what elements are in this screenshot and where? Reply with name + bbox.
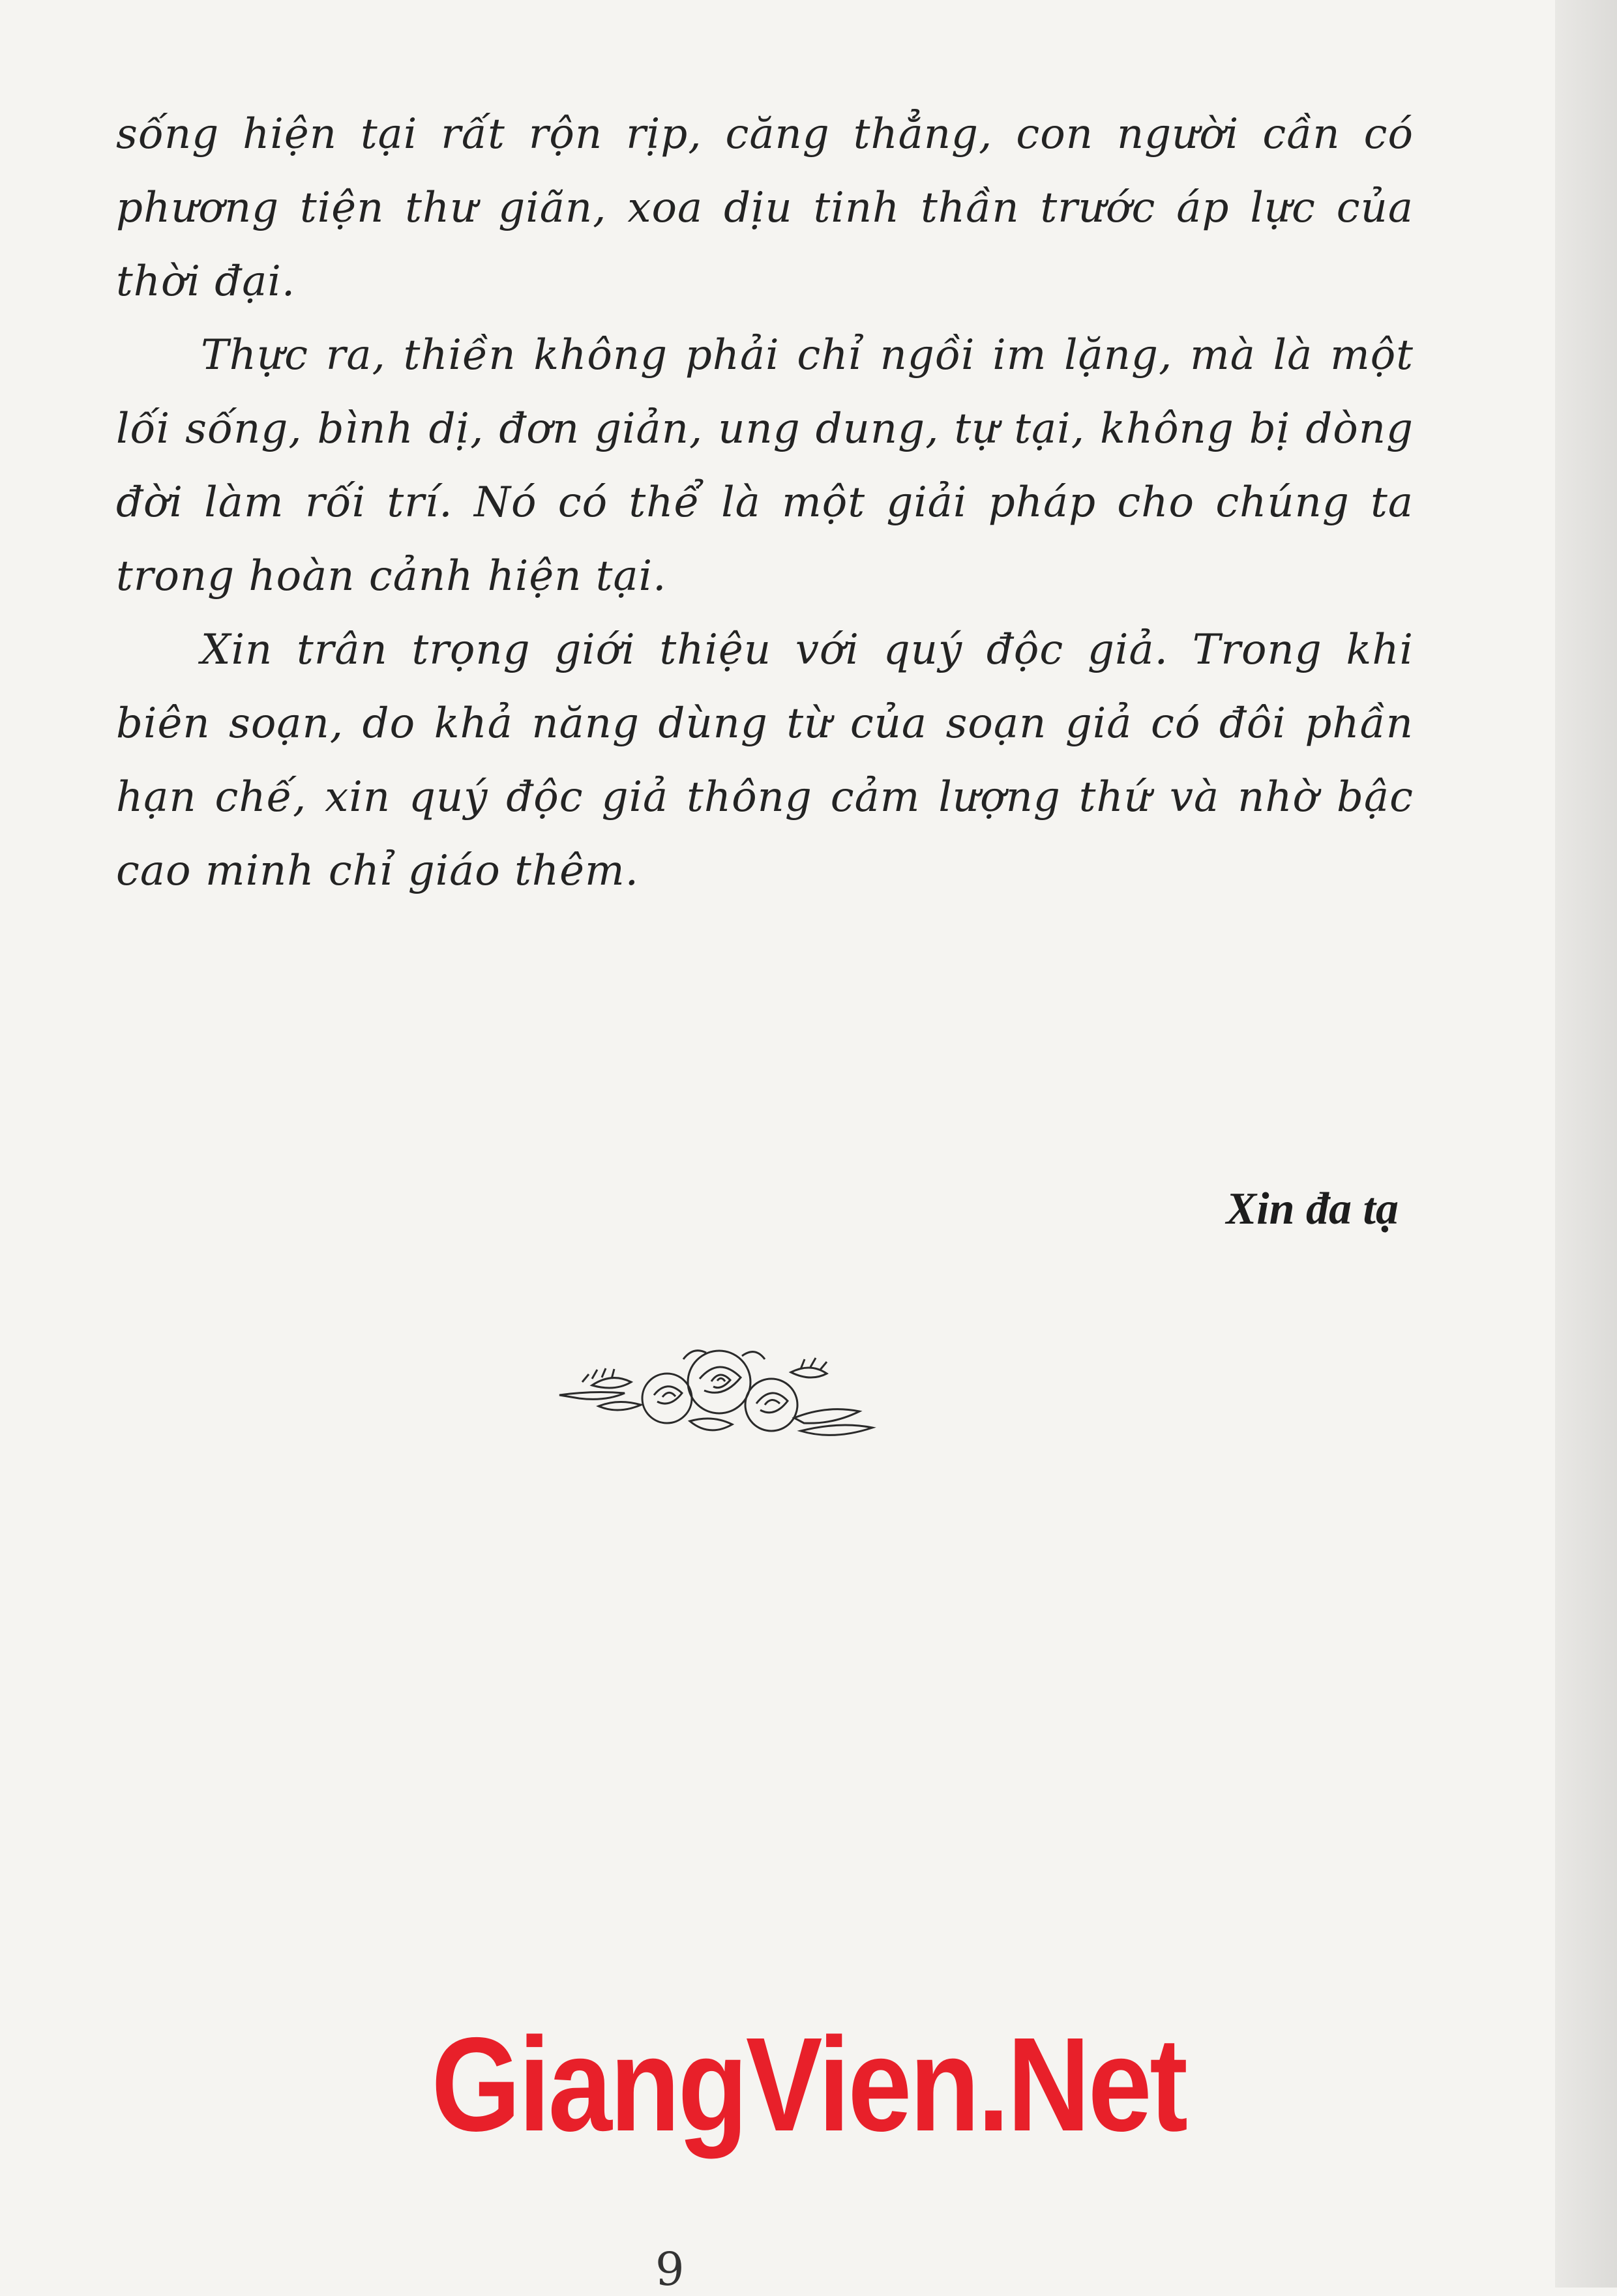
page-number: 9 — [655, 2243, 685, 2296]
paragraph-continuation: sống hiện tại rất rộn rịp, căng thẳng, con người cần có phương tiện thư giãn, xoa dịu tinh thần trước áp lực của thời đại. — [116, 110, 1414, 306]
signature-closing: Xin đa tạ — [1226, 1184, 1399, 1234]
body-text — [116, 98, 1414, 908]
watermark-text: GiangVien.Net — [431, 2010, 1186, 2159]
paragraph-meditation: Thực ra, thiền không phải chỉ ngồi im lặng, mà là một lối sống, bình dị, đơn giản, ung dung, tự tại, không bị dòng đời làm rối trí. Nó có thể là một giải pháp cho chúng ta trong hoàn cảnh hiện tại. — [116, 331, 1414, 600]
paragraph-introduction: Xin trân trọng giới thiệu với quý độc giả. Trong khi biên soạn, do khả năng dùng từ của soạn giả có đôi phần hạn chế, xin quý độc giả thông cảm lượng thứ và nhờ bậc cao minh chỉ giáo thêm. — [116, 626, 1414, 895]
rose-flower-ornament-icon — [553, 1333, 879, 1450]
page-edge-shadow — [1555, 0, 1617, 2288]
